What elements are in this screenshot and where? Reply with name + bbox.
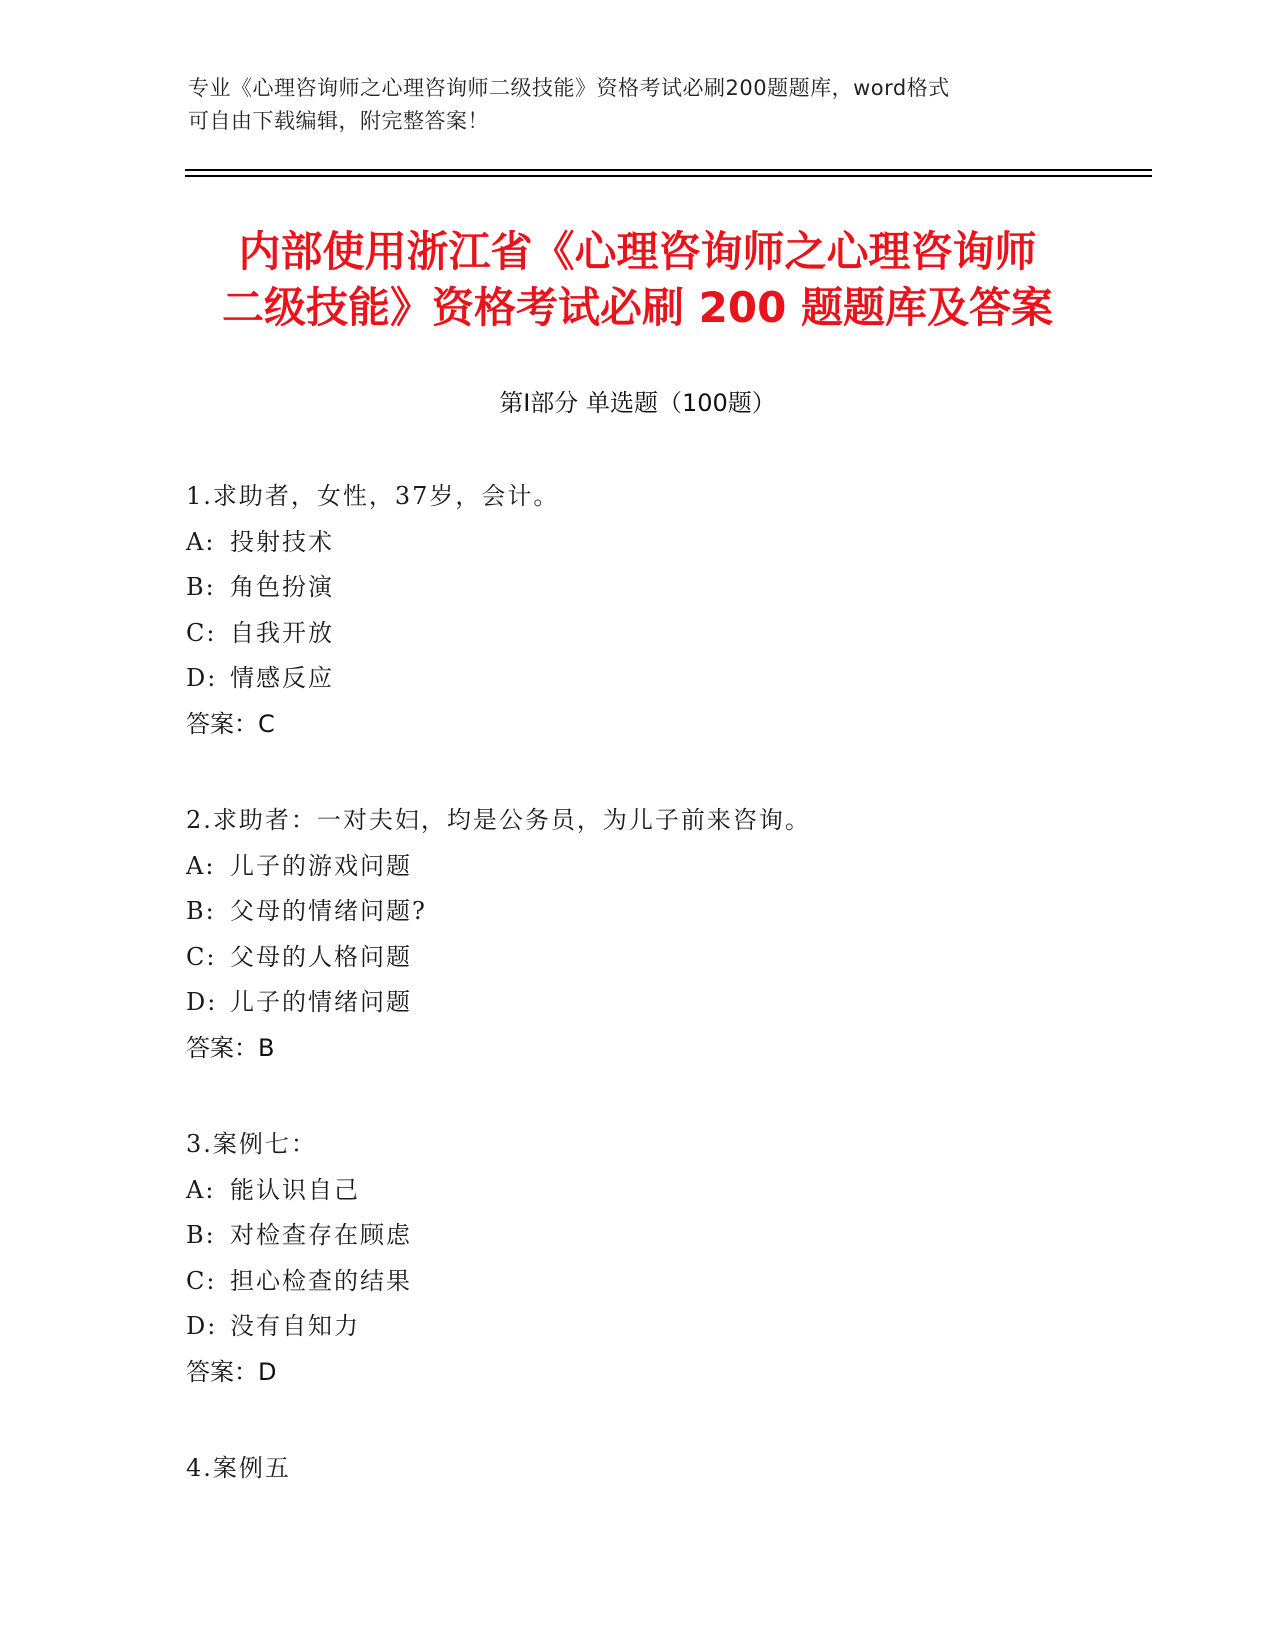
question-stem: 3.案例七： [186, 1130, 317, 1158]
option-key: C: [186, 942, 217, 971]
title-line-1: 内部使用浙江省《心理咨询师之心理咨询师 [238, 227, 1037, 276]
header-note-line-2: 可自由下载编辑，附完整答案！ [188, 109, 489, 133]
answer-line: 答案：C [186, 709, 275, 738]
option-key: A: [186, 851, 216, 880]
option-a [186, 844, 1086, 890]
option-text: 情感反应 [230, 664, 334, 692]
title-line-2: 二级技能》资格考试必刷 200 题题库及答案 [222, 283, 1053, 332]
option-key: D: [186, 988, 218, 1016]
option-b [186, 889, 1086, 935]
option-text: 担心检查的结果 [230, 1266, 412, 1295]
option-key: D: [186, 1312, 218, 1340]
question-3 [186, 1122, 1086, 1395]
option-b [186, 565, 1086, 611]
document-title [160, 224, 1115, 336]
option-c [186, 935, 1086, 981]
question-list [186, 474, 1086, 1543]
question-2 [186, 798, 1086, 1071]
option-a [186, 520, 1086, 566]
header-note [188, 72, 1068, 138]
header-note-line-1: 专业《心理咨询师之心理咨询师二级技能》资格考试必刷200题题库，word格式 [188, 76, 950, 100]
option-d [186, 1304, 1086, 1350]
question-stem: 1.求助者，女性，37岁，会计。 [186, 482, 560, 510]
header-divider-bottom [185, 175, 1152, 177]
option-key: C: [186, 1266, 217, 1295]
option-text: 自我开放 [230, 618, 334, 647]
question-stem: 2.求助者：一对夫妇，均是公务员，为儿子前来咨询。 [186, 806, 811, 834]
option-text: 没有自知力 [230, 1312, 360, 1340]
option-key: A: [186, 527, 216, 556]
option-d [186, 980, 1086, 1026]
option-c [186, 1259, 1086, 1305]
option-key: D: [186, 664, 218, 692]
option-d [186, 656, 1086, 702]
option-a [186, 1168, 1086, 1214]
option-text: 投射技术 [230, 527, 334, 556]
option-text: 父母的情绪问题? [230, 897, 427, 925]
option-key: C: [186, 618, 217, 647]
option-text: 儿子的情绪问题 [230, 988, 412, 1016]
option-text: 角色扮演 [230, 573, 334, 601]
answer-line: 答案：D [186, 1357, 277, 1386]
answer-line: 答案：B [186, 1033, 275, 1062]
option-text: 对检查存在顾虑 [230, 1221, 412, 1249]
option-key: B: [186, 1221, 216, 1249]
question-stem: 4.案例五 [186, 1454, 291, 1482]
question-4 [186, 1446, 1086, 1492]
option-c [186, 611, 1086, 657]
option-text: 能认识自己 [230, 1175, 360, 1204]
question-1 [186, 474, 1086, 747]
option-key: B: [186, 897, 216, 925]
option-text: 父母的人格问题 [230, 942, 412, 971]
header-divider-top [185, 169, 1152, 171]
option-b [186, 1213, 1086, 1259]
option-text: 儿子的游戏问题 [230, 851, 412, 880]
section-heading: 第Ⅰ部分 单选题（100题） [499, 389, 776, 417]
option-key: A: [186, 1175, 216, 1204]
option-key: B: [186, 573, 216, 601]
